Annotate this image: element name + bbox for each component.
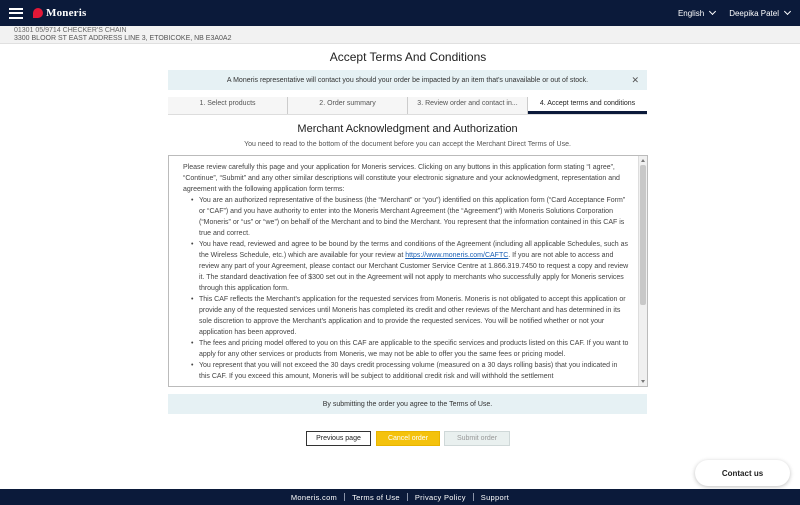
language-selector[interactable] — [678, 9, 715, 18]
terms-intro: Please review carefully this page and your application for Moneris services. Clicking on any buttons in this application form stating “I agree”, “Continue”, “Submit” and any other similar descriptions will constitute your electronic signature and your acknowledgment, representation and agreement with the following application form terms: — [183, 164, 620, 193]
section-subtitle: You need to read to the bottom of the document before you can accept the Merchant Direct Terms of Use. — [244, 141, 571, 148]
chevron-down-icon — [709, 8, 716, 15]
terms-text: . If you are not able to access and review any part of your Agreement, please contact our Merchant Customer Service Centre at 1.866.319.7450 to request a copy and review it. The standard deactivation fee of $300 set out in the Agreement will not apply to merchants who successfully apply for Moneris services through this application form. — [199, 252, 629, 292]
merchant-address: 3300 BLOOR ST EAST ADDRESS LINE 3, ETOBICOKE, NB E3A0A2 — [14, 35, 232, 42]
step-accept-terms[interactable]: 4. Accept terms and conditions — [528, 97, 647, 114]
top-nav-bar — [0, 0, 800, 26]
terms-item: • The fees and pricing model offered to you on this CAF are applicable to the specific services and products listed on this CAF. If you want to apply for any other services or products from Moneris, we may not be able to offer you the same fees or pricing model. — [199, 338, 629, 360]
moneris-logo-mark-icon — [33, 8, 43, 18]
terms-item: • You are an authorized representative of the business (the “Merchant” or “you”) identified on this application form (“Card Acceptance Form” or “CAF”) and you have authority to enter into the Moneris Merchant Agreement (the “Agreement”) with Moneris Solutions Corporation (“Moneris” or “us” or “we”) on behalf of the Merchant and to bind the Merchant. You represent that the information contained in this CAF is true and correct. — [199, 195, 629, 239]
user-name: Deepika Patel — [729, 8, 779, 18]
step-review-order[interactable]: 3. Review order and contact in... — [408, 97, 528, 114]
notice-text: A Moneris representative will contact you should your order be impacted by an item that's unavailable or out of stock. — [226, 76, 589, 84]
previous-page-button[interactable]: Previous page — [306, 431, 371, 446]
page-title: Accept Terms And Conditions — [329, 50, 487, 64]
step-select-products[interactable]: 1. Select products — [168, 97, 288, 114]
section-title: Merchant Acknowledgment and Authorization — [297, 123, 518, 135]
scroll-down-icon[interactable] — [641, 380, 645, 383]
footer-link-moneris[interactable]: Moneris.com — [290, 492, 338, 502]
chevron-down-icon — [784, 8, 791, 15]
terms-agreement-notice — [168, 394, 647, 414]
footer — [0, 489, 800, 505]
user-menu[interactable] — [729, 9, 790, 18]
footer-link-privacy[interactable]: Privacy Policy — [414, 492, 466, 502]
terms-list — [183, 195, 629, 382]
terms-item: • This CAF reflects the Merchant's application for the requested services from Moneris. Moneris is not obligated to accept this application or provide any of the requested services until Moneris has completed its credit and other reviews of the Merchant and has determined in its sole discretion to approve the Merchant's application and to provide the requested services. You will be notified whether or not your application has been approved. — [199, 294, 629, 338]
cancel-order-button[interactable]: Cancel order — [376, 431, 440, 446]
terms-document[interactable] — [168, 155, 648, 387]
footer-link-support[interactable]: Support — [480, 492, 510, 502]
step-order-summary[interactable]: 2. Order summary — [288, 97, 408, 114]
moneris-logo[interactable] — [33, 7, 87, 19]
submit-order-button[interactable]: Submit order — [444, 431, 510, 446]
scroll-up-icon[interactable] — [641, 159, 645, 162]
agreement-text: By submitting the order you agree to the Terms of Use. — [322, 400, 493, 408]
footer-link-terms[interactable]: Terms of Use — [352, 492, 400, 502]
menu-icon[interactable] — [9, 8, 23, 19]
terms-content — [169, 156, 637, 386]
terms-link[interactable]: https://www.moneris.com/CAFTC — [405, 252, 509, 259]
order-stepper — [168, 97, 647, 115]
scroll-thumb[interactable] — [640, 165, 646, 305]
merchant-name: 01301 05/9714 CHECKER'S CHAIN — [14, 27, 127, 34]
terms-item: • You represent that you will not exceed the 30 days credit processing volume (measured on a 30 days rolling basis) that you indicated in this CAF. If you exceed this amount, Moneris will be subject to additional credit risk and will withhold the settlement — [199, 360, 629, 382]
stock-notice-banner — [168, 70, 647, 90]
language-label: English — [677, 8, 705, 18]
terms-item — [199, 239, 629, 294]
merchant-info-bar — [0, 26, 800, 44]
contact-us-button[interactable]: Contact us — [695, 460, 790, 486]
close-icon[interactable]: ✕ — [631, 75, 639, 85]
logo-text: Moneris — [46, 7, 87, 19]
terms-scrollbar[interactable] — [638, 156, 647, 386]
terms-text: You have read, reviewed and agree to be bound by the terms and conditions of the Agreement (including all applicable Schedules, such as the Wireless Schedule, etc.) which are available for your review at — [199, 241, 628, 259]
